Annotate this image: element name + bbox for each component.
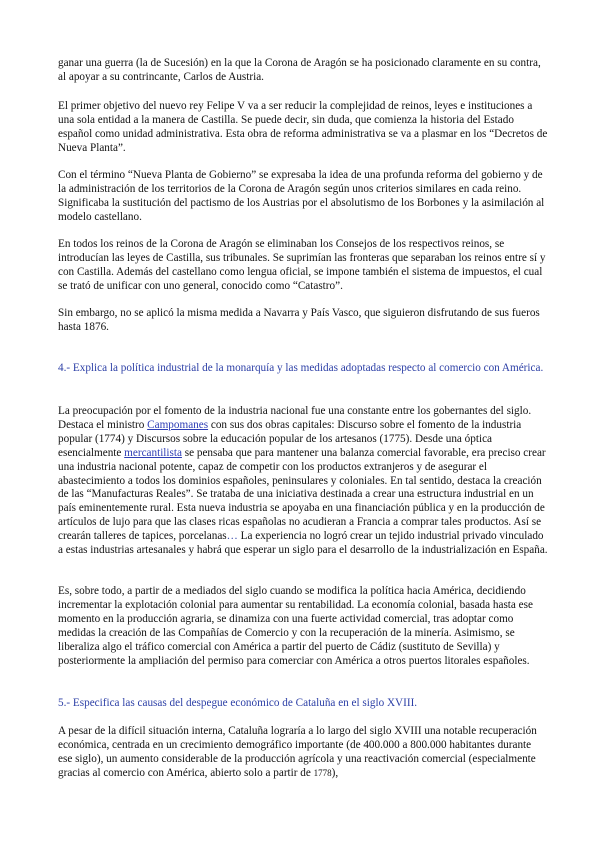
paragraph-navarra: Sin embargo, no se aplicó la misma medida a Navarra y País Vasco, que siguieron disfrutando de sus fueros hasta 1876.	[58, 307, 540, 333]
paragraph-guerra-sucesion: ganar una guerra (la de Sucesión) en la que la Corona de Aragón se ha posicionado claramente en su contra, al apoyar a su contrincante, Carlos de Austria.	[58, 57, 541, 83]
paragraph-politica-industrial	[58, 405, 548, 558]
industria-text-1: La preocupación por el fomento de la industria nacional fue una constante entre los gobernantes del siglo. Destaca el ministro	[58, 405, 532, 431]
paragraph-primer-objetivo: El primer objetivo del nuevo rey Felipe V va a ser reducir la complejidad de reinos, leyes e instituciones a una sola entidad a la manera de Castilla. Se puede decir, sin duda, que comienza la historia del Estado español como unidad administrativa. Esta obra de reforma administrativa se va a plasmar en los “Decretos de Nueva Planta”.	[58, 100, 548, 154]
link-mercantilista[interactable]: mercantilista	[124, 446, 182, 459]
paragraph-comercio-america: Es, sobre todo, a partir de a mediados del siglo cuando se modifica la política hacia América, decidiendo incrementar la explotación colonial para aumentar su rentabilidad. La economía colonial, basada hasta ese momento en la producción agraria, se dinamiza con una fuerte actividad comercial, tras adoptar como medidas la creación de las Compañías de Comercio y con la recuperación de la minería. Asimismo, se liberaliza algo el tráfico comercial con América a partir del puerto de Cádiz (sustituto de Sevilla) y posteriormente la ampliación del permiso para comerciar con América a otros puertos litorales españoles.	[58, 585, 533, 667]
paragraph-reinos-corona: En todos los reinos de la Corona de Aragón se eliminaban los Consejos de los respectivos reinos, se introducían las leyes de Castilla, sus tribunales. Se suprimían las fronteras que separaban los reinos entre sí y con Castilla. Además del castellano como lengua oficial, se impone también el sistema de impuestos, el cual se trató de unificar con uno general, conocido como “Catastro”.	[58, 238, 546, 292]
cataluna-year: 1778	[313, 767, 332, 778]
paragraph-nueva-planta: Con el término “Nueva Planta de Gobierno” se expresaba la idea de una profunda reforma del gobierno y de la administración de los territorios de la Corona de Aragón según unos criterios similares en cada reino. Significaba la sustitución del pactismo de los Austrias por el absolutismo de los Borbones y la asimilación al modelo castellano.	[58, 169, 545, 223]
industria-text-2: con sus dos obras capitales: Discurso sobre el fomento de la industria popular (1774) y Discursos sobre la educación popular de los artesanos (1775). Desde una óptica esencialmente	[58, 418, 522, 459]
industria-ellipsis: …	[226, 530, 238, 543]
industria-text-3: se pensaba que para mantener una balanza comercial favorable, era preciso crear una industria nacional potente, capaz de competir con los productos extranjeros y de asegurar el abastecimiento a todos los dominios españoles, peninsulares y coloniales. En tal sentido, destaca la creación de las “Manufacturas Reales”. Se trataba de una iniciativa destinada a crear una estructura industrial en un país eminentemente rural. Esta nueva industria se apoyaba en una financiación pública y en la producción de artículos de lujo para que las clases ricas españolas no acudieran a Francia a comprar tales productos. Así se crearán talleres de tapices, porcelanas	[58, 446, 546, 543]
industria-text-4: La experiencia no logró crear un tejido industrial privado vinculado a estas industrias artesanales y habrá que esperar un siglo para el desarrollo de la industrialización en España.	[58, 530, 548, 557]
paragraph-cataluna	[58, 725, 548, 781]
link-campomanes[interactable]: Campomanes	[147, 418, 209, 431]
cataluna-text: A pesar de la difícil situación interna, Cataluña lograría a lo largo del siglo XVIII una notable recuperación económica, centrada en un crecimiento demográfico importante (de 400.000 a 800.000 habitantes durante ese siglo), un aumento considerable de la producción agrícola y una reactivación comercial (especialmente gracias al comercio con América, abierto solo a partir de	[58, 725, 537, 779]
cataluna-end: ),	[331, 766, 339, 779]
heading-question-4: 4.- Explica la política industrial de la monarquía y las medidas adoptadas respecto al comercio con América.	[58, 362, 544, 374]
heading-question-5: 5.- Especifica las causas del despegue económico de Cataluña en el siglo XVIII.	[58, 697, 418, 709]
